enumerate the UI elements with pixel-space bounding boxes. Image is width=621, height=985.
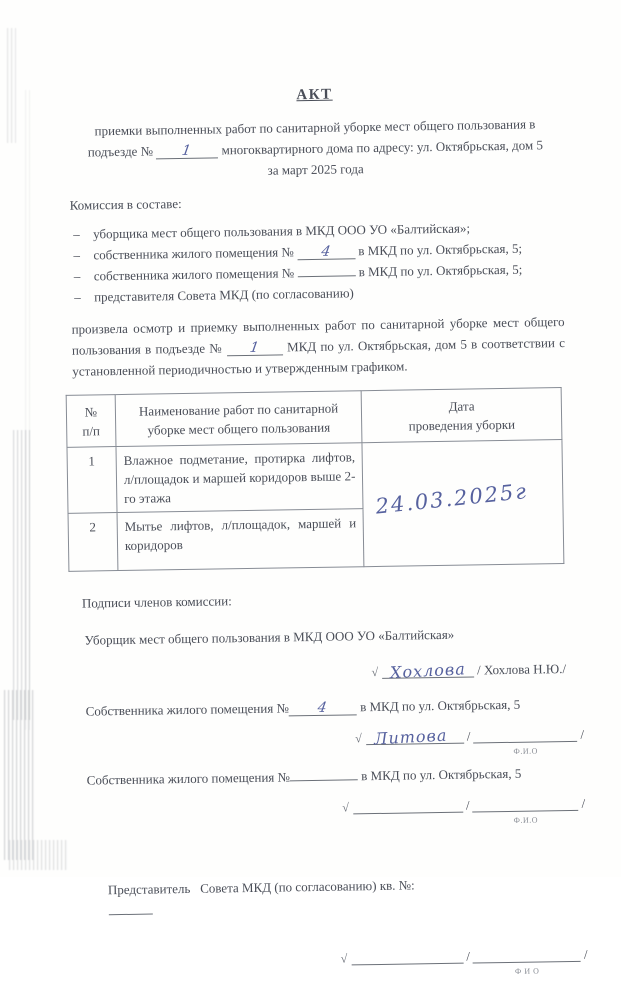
representative-apartment-blank — [108, 914, 152, 916]
commission-member-owner-1: – собственника жилого помещения № 4 в МКД по ул. Октябрьская, 5; — [73, 240, 523, 263]
signature-row-owner-1: √ Литова / Ф.И.О / — [355, 725, 585, 756]
commission-heading: Комиссия в составе: — [69, 196, 182, 213]
row-1-work: Влажное подметание, протирка лифтов, л/площадок и маршей коридоров выше 2-го этажа — [116, 443, 363, 513]
header-no: № п/п — [66, 395, 116, 448]
check-mark: √ — [371, 664, 379, 680]
apartment-number-blank-empty-sig — [290, 779, 358, 781]
signature-row-owner-2: √ / Ф.И.О / — [342, 795, 586, 825]
signature-handwritten-khokhlova: Хохлова — [389, 659, 467, 683]
fio-blank-wrap — [472, 796, 578, 827]
signature-blank — [353, 798, 463, 815]
signature-label-owner-2: Собственника жилого помещения № в МКД по ул. Октябрьская, 5 — [86, 765, 522, 788]
signature-label-cleaner: Уборщик мест общего пользования в МКД ООО УО «Балтийская» — [84, 626, 455, 648]
document-title: АКТ — [296, 86, 333, 104]
fio-blank — [473, 947, 581, 964]
table-header-row — [66, 388, 562, 448]
fio-blank — [472, 796, 578, 813]
entrance-number-blank-2 — [227, 340, 283, 356]
signatures-heading: Подписи членов комиссии: — [81, 593, 232, 611]
document-subtitle — [68, 113, 562, 184]
signature-label-owner-1: Собственника жилого помещения № 4 в МКД по ул. Октябрьская, 5 — [85, 696, 521, 719]
signature-handwritten-litova: Литова — [373, 725, 448, 749]
header-date: Дата проведения уборки — [362, 388, 562, 443]
apartment-number-blank-sig — [289, 700, 357, 716]
fio-caption: Ф И О — [514, 966, 540, 976]
works-table — [66, 387, 565, 572]
apartment-number-handwritten-sig: 4 — [316, 699, 330, 716]
entrance-number-handwritten: 1 — [181, 142, 194, 160]
commission-member-representative: – представителя Совета МКД (по согласованию) — [74, 285, 354, 305]
apartment-number-handwritten: 4 — [319, 243, 333, 260]
header-work-name: Наименование работ по санитарной уборке мест общего пользования — [115, 391, 362, 447]
signature-row-representative: √ / Ф И О / — [340, 946, 588, 976]
entrance-number-handwritten-2: 1 — [248, 339, 262, 356]
fio-blank-wrap — [473, 947, 581, 978]
check-mark: √ — [342, 800, 350, 815]
commission-member-cleaner: – уборщика мест общего пользования в МКД ООО УО «Балтийская»; — [73, 220, 471, 242]
typed-name-khokhlova: / Хохлова Н.Ю./ — [476, 661, 567, 678]
subtitle-line-3: за март 2025 года — [267, 161, 364, 178]
apartment-number-blank — [297, 244, 355, 260]
entrance-number-blank — [156, 143, 218, 159]
row-1-number: 1 — [67, 447, 117, 514]
check-mark: √ — [355, 731, 362, 746]
fio-blank-wrap — [473, 727, 577, 758]
signature-row-cleaner — [77, 661, 566, 685]
signature-blank — [366, 725, 464, 749]
check-mark: √ — [340, 951, 348, 966]
signature-blank — [351, 949, 463, 966]
signature-blank — [382, 659, 474, 683]
row-2-number: 2 — [68, 513, 118, 572]
commission-member-owner-2: – собственника жилого помещения № в МКД по ул. Октябрьская, 5; — [73, 261, 523, 284]
table-row — [67, 440, 563, 514]
acceptance-paragraph: произвела осмотр и приемку выполненных работ по санитарной уборке мест общего пользования в подъезде № 1 МКД по ул. Октябрьская, дом 5 в соответствии с установленной периодичностью и утвержденным графиком. — [71, 314, 566, 379]
date-cell — [362, 440, 564, 567]
signature-label-representative: Представитель Совета МКД (по согласованию) кв. №: — [80, 851, 574, 943]
commission-list — [70, 216, 564, 308]
row-2-work: Мытье лифтов, л/площадок, маршей и коридоров — [117, 509, 364, 571]
subtitle-line-2: подъезде № 1 многоквартирного дома по адресу: ул. Октябрьская, дом 5 — [87, 137, 544, 160]
subtitle-line-1: приемки выполненных работ по санитарной уборке мест общего пользования в — [94, 116, 536, 139]
fio-caption: Ф.И.О — [513, 815, 539, 825]
apartment-number-blank-empty — [297, 275, 355, 277]
fio-blank — [473, 727, 577, 744]
cleaning-date-handwritten: 24.03.2025г — [374, 479, 530, 519]
fio-caption: Ф.И.О — [513, 746, 538, 756]
